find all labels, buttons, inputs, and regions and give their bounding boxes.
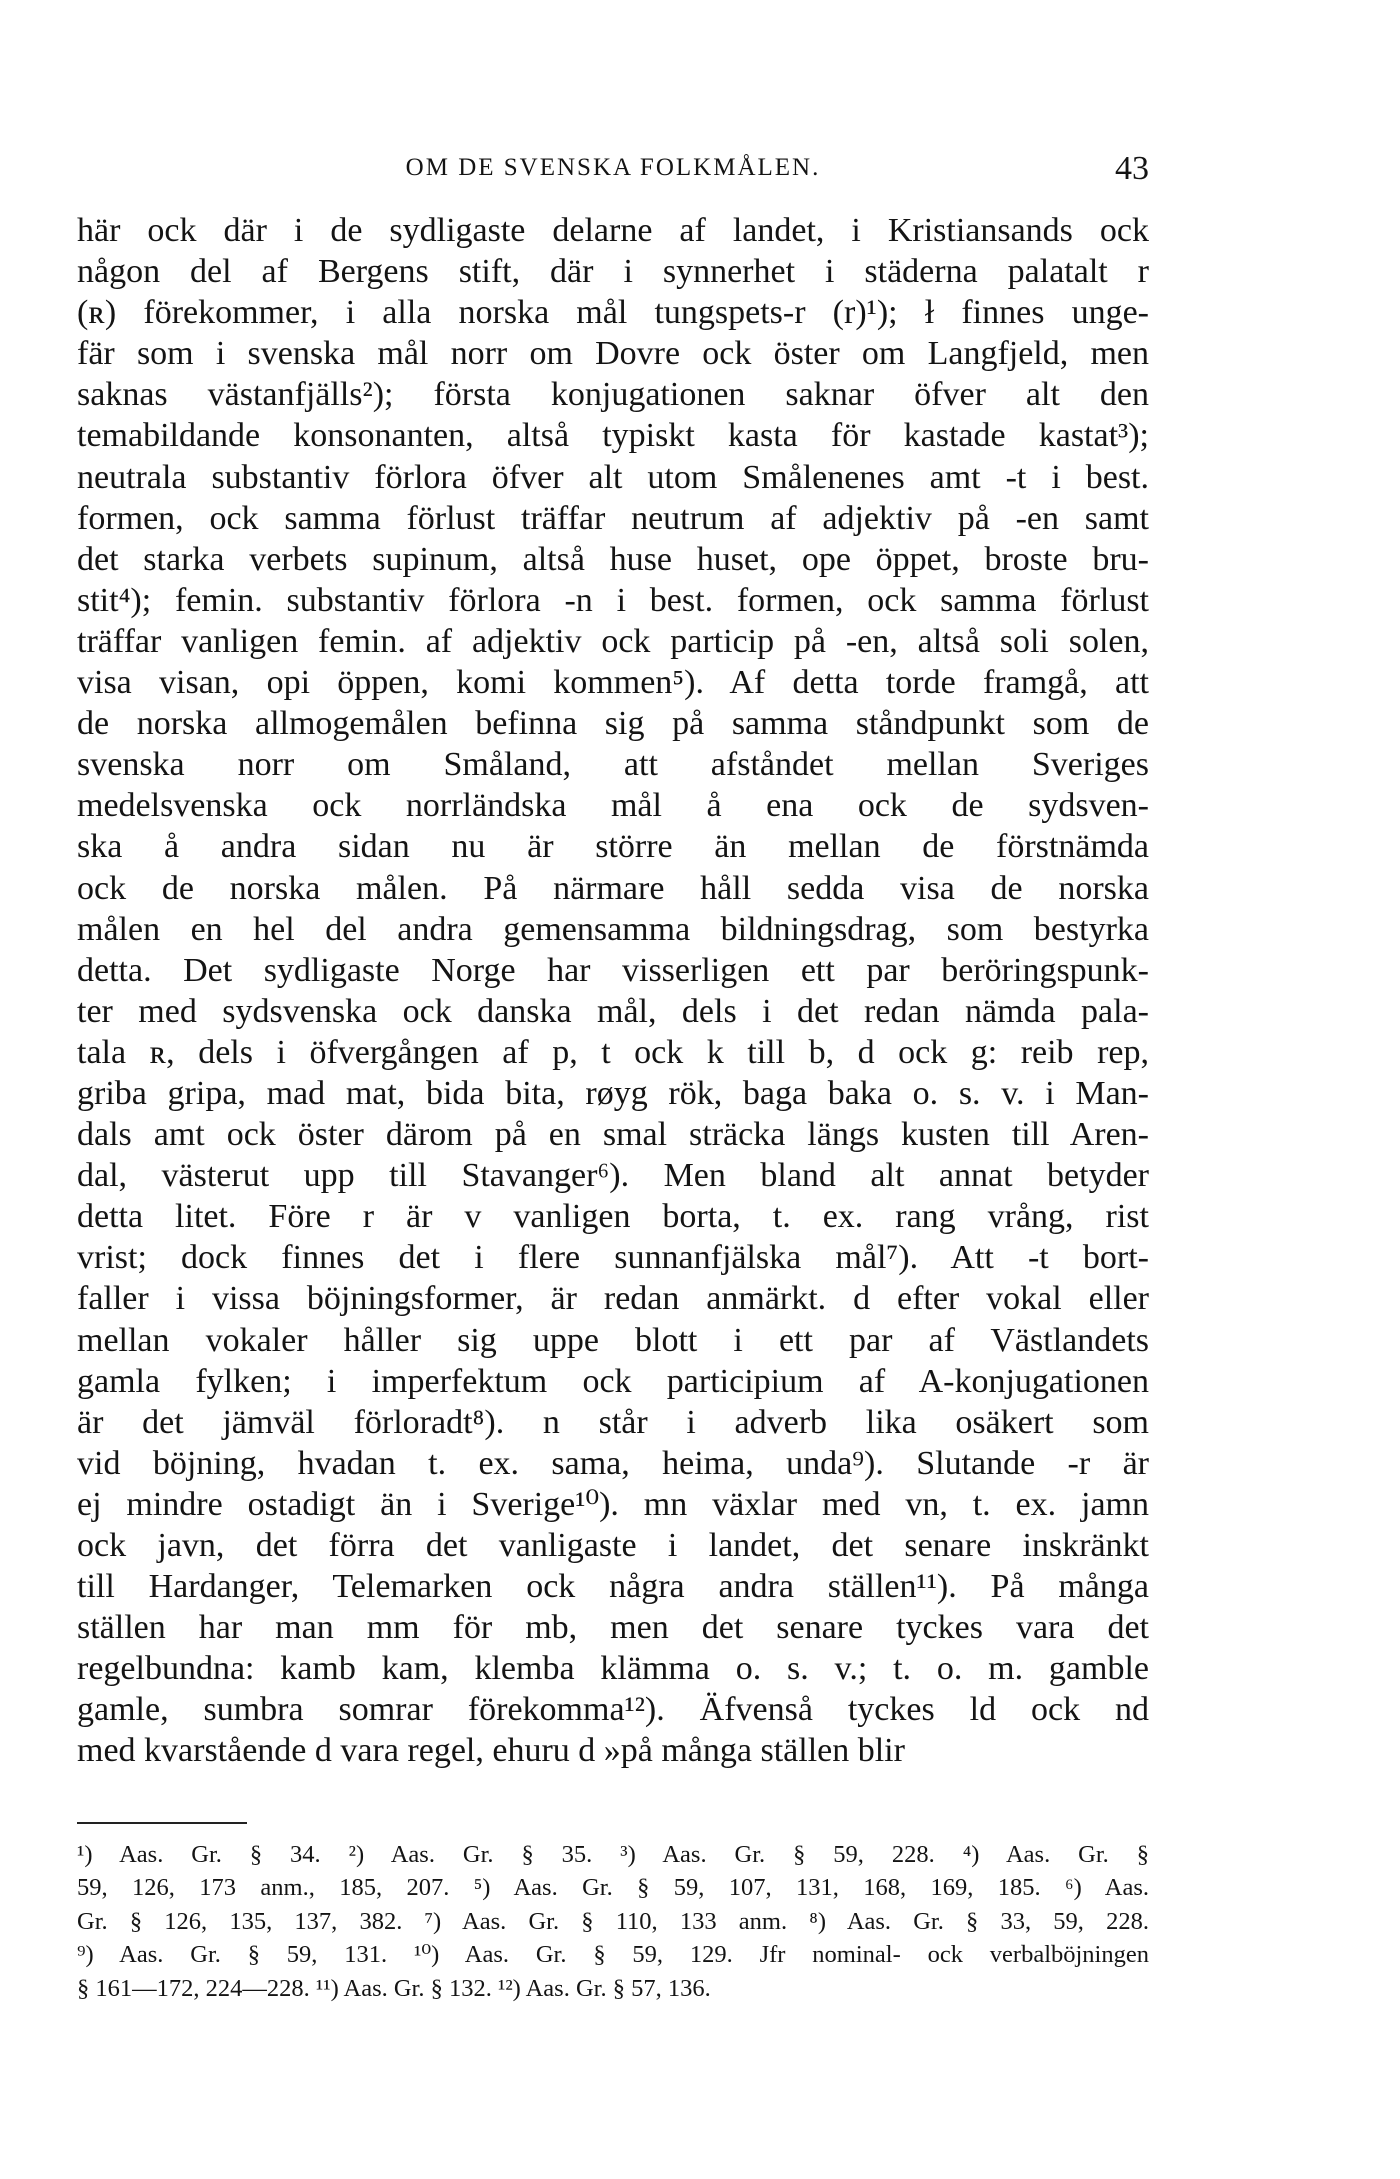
text-line: här ock där i de sydligaste delarne af landet, i Kristiansands ock bbox=[77, 212, 1149, 249]
footnote-line: ¹) Aas. Gr. § 34. ²) Aas. Gr. § 35. ³) Aas. Gr. § 59, 228. ⁴) Aas. Gr. § bbox=[77, 1841, 1149, 1868]
text-line: temabildande konsonanten, altså typiskt kasta för kastade kastat³); bbox=[77, 417, 1149, 455]
text-line: gamla fylken; i imperfektum ock participium af A-konjugationen bbox=[77, 1362, 1149, 1400]
footnote-line: Gr. § 126, 135, 137, 382. ⁷) Aas. Gr. § 110, 133 anm. ⁸) Aas. Gr. § 33, 59, 228. bbox=[77, 1907, 1149, 1935]
text-line: det starka verbets supinum, altså huse huset, ope öppet, broste bru- bbox=[77, 540, 1149, 578]
text-line: vrist; dock finnes det i flere sunnanfjälska mål⁷). Att -t bort- bbox=[77, 1239, 1149, 1277]
footnote-line: 59, 126, 173 anm., 185, 207. ⁵) Aas. Gr. § 59, 107, 131, 168, 169, 185. ⁶) Aas. bbox=[77, 1874, 1149, 1902]
text-line: neutrala substantiv förlora öfver alt utom Smålenenes amt -t i best. bbox=[77, 458, 1149, 496]
text-line: vid böjning, hvadan t. ex. sama, heima, unda⁹). Slutande -r är bbox=[77, 1444, 1149, 1482]
text-line: de norska allmogemålen befinna sig på samma ståndpunkt som de bbox=[77, 705, 1149, 743]
footnote-rule bbox=[77, 1822, 247, 1824]
text-line: mellan vokaler håller sig uppe blott i ett par af Västlandets bbox=[77, 1321, 1149, 1359]
footnote-line: ⁹) Aas. Gr. § 59, 131. ¹⁰) Aas. Gr. § 59, 129. Jfr nominal- ock verbalböjningen bbox=[77, 1941, 1149, 1969]
text-line: stit⁴); femin. substantiv förlora -n i best. formen, ock samma förlust bbox=[77, 581, 1149, 619]
text-line: är det jämväl förloradt⁸). n står i adverb lika osäkert som bbox=[77, 1403, 1149, 1441]
text-line: målen en hel del andra gemensamma bildningsdrag, som bestyrka bbox=[77, 910, 1149, 948]
text-line: (ʀ) förekommer, i alla norska mål tungspets-r (r)¹); ł finnes unge- bbox=[77, 294, 1149, 332]
footnote-line: § 161—172, 224—228. ¹¹) Aas. Gr. § 132. ¹²) Aas. Gr. § 57, 136. bbox=[77, 1974, 711, 2002]
text-line: till Hardanger, Telemarken ock några andra ställen¹¹). På många bbox=[77, 1568, 1149, 1606]
text-line: medelsvenska ock norrländska mål å ena ock de sydsven- bbox=[77, 787, 1149, 825]
text-line: regelbundna: kamb kam, klemba klämma o. s. v.; t. o. m. gamble bbox=[77, 1650, 1149, 1688]
text-line: detta litet. Före r är v vanligen borta, t. ex. rang vrång, rist bbox=[77, 1198, 1149, 1236]
text-line: formen, ock samma förlust träffar neutrum af adjektiv på -en samt bbox=[77, 499, 1149, 537]
text-line: visa visan, opi öppen, komi kommen⁵). Af detta torde framgå, att bbox=[77, 664, 1149, 702]
text-line: svenska norr om Småland, att afståndet mellan Sveriges bbox=[77, 746, 1149, 784]
footnotes bbox=[77, 1838, 1149, 2005]
text-line: tala ʀ, dels i öfvergången af p, t ock k till b, d ock g: reib rep, bbox=[77, 1033, 1149, 1071]
text-line: ock javn, det förra det vanligaste i landet, det senare inskränkt bbox=[77, 1527, 1149, 1564]
running-title: OM DE SVENSKA FOLKMÅLEN. bbox=[405, 154, 821, 181]
body-text bbox=[77, 210, 1149, 1772]
text-line: faller i vissa böjningsformer, är redan anmärkt. d efter vokal eller bbox=[77, 1280, 1149, 1318]
text-line: ter med sydsvenska ock danska mål, dels i det redan nämda pala- bbox=[77, 992, 1149, 1030]
text-line: med kvarstående d vara regel, ehuru d »på många ställen blir bbox=[77, 1732, 905, 1770]
text-line: gamle, sumbra somrar förekomma¹²). Äfvenså tyckes ld ock nd bbox=[77, 1691, 1149, 1729]
text-line: träffar vanligen femin. af adjektiv ock particip på -en, altså soli solen, bbox=[77, 622, 1149, 660]
text-line: detta. Det sydligaste Norge har visserligen ett par beröringspunk- bbox=[77, 951, 1149, 989]
text-line: fär som i svenska mål norr om Dovre ock öster om Langfjeld, men bbox=[77, 335, 1149, 373]
text-line: griba gripa, mad mat, bida bita, røyg rök, baga baka o. s. v. i Man- bbox=[77, 1074, 1149, 1112]
text-line: ej mindre ostadigt än i Sverige¹⁰). mn växlar med vn, t. ex. jamn bbox=[77, 1485, 1149, 1523]
text-line: ock de norska målen. På närmare håll sedda visa de norska bbox=[77, 869, 1149, 907]
page-number: 43 bbox=[1115, 150, 1149, 187]
page-header bbox=[77, 150, 1149, 196]
text-line: dal, västerut upp till Stavanger⁶). Men bland alt annat betyder bbox=[77, 1157, 1149, 1195]
text-line: ställen har man mm för mb, men det senare tyckes vara det bbox=[77, 1609, 1149, 1647]
text-line: någon del af Bergens stift, där i synnerhet i städerna palatalt r bbox=[77, 253, 1149, 291]
text-line: dals amt ock öster därom på en smal sträcka längs kusten till Aren- bbox=[77, 1116, 1149, 1154]
text-line: saknas västanfjälls²); första konjugationen saknar öfver alt den bbox=[77, 376, 1149, 414]
text-line: ska å andra sidan nu är större än mellan de förstnämda bbox=[77, 828, 1149, 866]
